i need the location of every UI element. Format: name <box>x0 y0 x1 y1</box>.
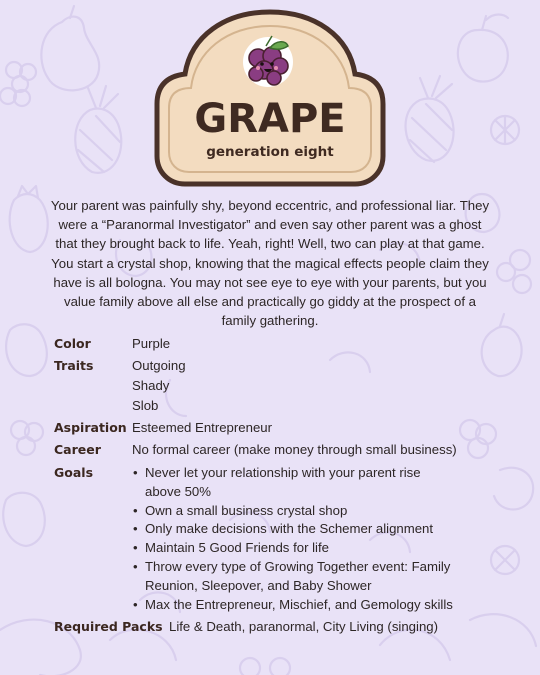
aspiration-value: Esteemed Entrepreneur <box>132 420 273 435</box>
goal-item: • Max the Entrepreneur, Mischief, and Gemology skills <box>132 596 492 615</box>
packs-label: Required Packs <box>54 619 163 634</box>
traits-label: Traits <box>54 358 94 373</box>
page-subtitle: generation eight <box>206 144 334 160</box>
packs-value: Life & Death, paranormal, City Living (singing) <box>169 619 439 634</box>
traits-list <box>132 356 186 416</box>
goal-item: • Never let your relationship with your parent rise above 50% <box>132 464 435 502</box>
goals-label: Goals <box>54 465 94 480</box>
goals-list <box>132 464 492 614</box>
career-value: No formal career (make money through small business) <box>132 442 457 457</box>
trait-item: Shady <box>132 378 170 393</box>
color-label: Color <box>54 336 91 351</box>
grape-mascot-icon <box>236 28 300 92</box>
goal-item: • Maintain 5 Good Friends for life <box>132 539 492 558</box>
career-label: Career <box>54 442 101 457</box>
aspiration-label: Aspiration <box>54 420 127 435</box>
goal-item: • Throw every type of Growing Together event: Family Reunion, Sleepover, and Baby Shower <box>132 558 480 596</box>
trait-item: Slob <box>132 398 159 413</box>
page-title: GRAPE <box>194 96 346 142</box>
goal-item: • Own a small business crystal shop <box>132 502 492 521</box>
color-value: Purple <box>132 336 171 351</box>
goal-item: • Only make decisions with the Schemer alignment <box>132 520 492 539</box>
trait-item: Outgoing <box>132 358 186 373</box>
description-text: Your parent was painfully shy, beyond eccentric, and professional liar. They were a “Paranormal Investigator” and even say other parent was a ghost that they brought back to life. Yeah, right! Well, two can play at that game. You start a crystal shop, knowing that the magical effects people claim they have is all bologna. You may not see eye to eye with your parents, but you value family above all else and practically go giddy at the prospect of a family gathering. <box>50 198 490 329</box>
